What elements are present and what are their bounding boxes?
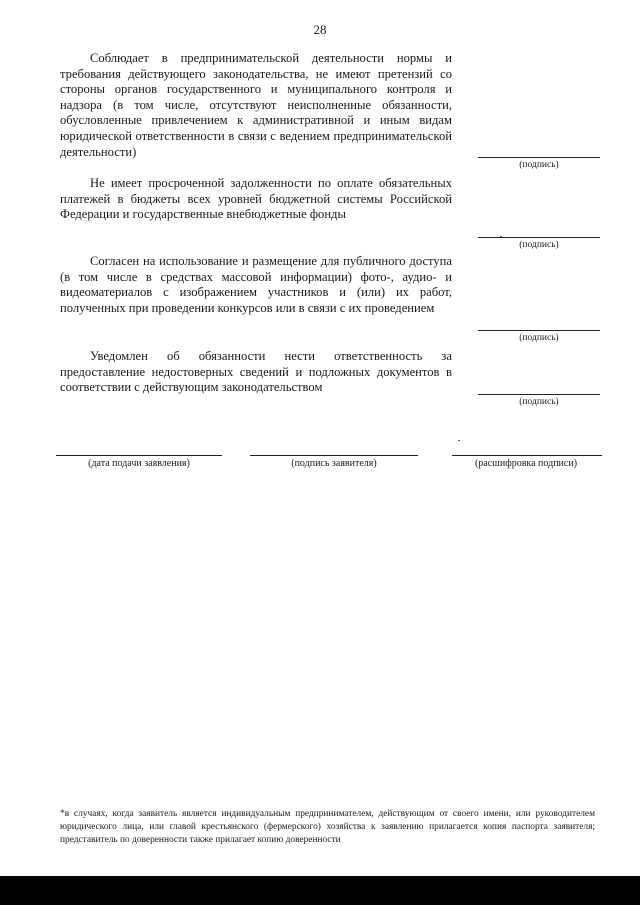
signature-line bbox=[478, 157, 600, 158]
signature-line bbox=[478, 237, 600, 238]
applicant-signature-caption: (подпись заявителя) bbox=[291, 458, 377, 469]
statement-no-debt: Не имеет просроченной задолженности по оплате обязательных платежей в бюджеты всех уровней бюджетной системы Российской Федерации и государственные внебюджетные фонды bbox=[60, 176, 452, 222]
applicant-signature-line[interactable] bbox=[250, 455, 418, 456]
footnote: *в случаях, когда заявитель является индивидуальным предпринимателем, действующим от своего имени, или руководителем юридического лица, или главой крестьянского (фермерского) хозяйства к заявлению прилагается копия паспорта заявителя; представитель по доверенности также прилагает копию доверенности bbox=[60, 809, 595, 845]
scan-speck bbox=[500, 236, 502, 237]
scan-speck bbox=[458, 440, 460, 441]
signature-line bbox=[478, 330, 600, 331]
signature-field-no-debt[interactable] bbox=[478, 237, 600, 250]
signature-field-media-consent[interactable] bbox=[478, 330, 600, 343]
statement-liability-notice: Уведомлен об обязанности нести ответственность за предоставление недостоверных сведений и подложных документов в соответствии с действующим законодательством bbox=[60, 349, 452, 395]
signature-transcript-line[interactable] bbox=[452, 455, 602, 456]
signature-field-compliance[interactable] bbox=[478, 157, 600, 170]
page-number: 28 bbox=[313, 22, 327, 37]
date-line[interactable] bbox=[56, 455, 222, 456]
signature-field-liability[interactable] bbox=[478, 394, 600, 407]
statement-media-consent: Согласен на использование и размещение для публичного доступа (в том числе в средствах массовой информации) фото-, аудио- и видеоматериалов с изображением участников и (или) их работ, полученных при проведении конкурсов или в связи с их проведением bbox=[60, 254, 452, 315]
signature-transcript-caption: (расшифровка подписи) bbox=[474, 458, 578, 469]
signature-caption: (подпись) bbox=[519, 397, 559, 407]
scan-border bbox=[0, 876, 640, 905]
signature-caption: (подпись) bbox=[519, 160, 559, 170]
signature-line bbox=[478, 394, 600, 395]
statement-compliance: Соблюдает в предпринимательской деятельности нормы и требования действующего законодательства, не имеют претензий со стороны органов государственного и муниципального контроля и надзора (в том числе, отсутствуют неисполненные обязанности, обусловленные привлечением к административной и иным видам юридической ответственности в связи с ведением предпринимательской деятельности) bbox=[60, 51, 452, 159]
signature-caption: (подпись) bbox=[519, 240, 559, 250]
signature-caption: (подпись) bbox=[519, 333, 559, 343]
date-caption: (дата подачи заявления) bbox=[88, 458, 190, 469]
